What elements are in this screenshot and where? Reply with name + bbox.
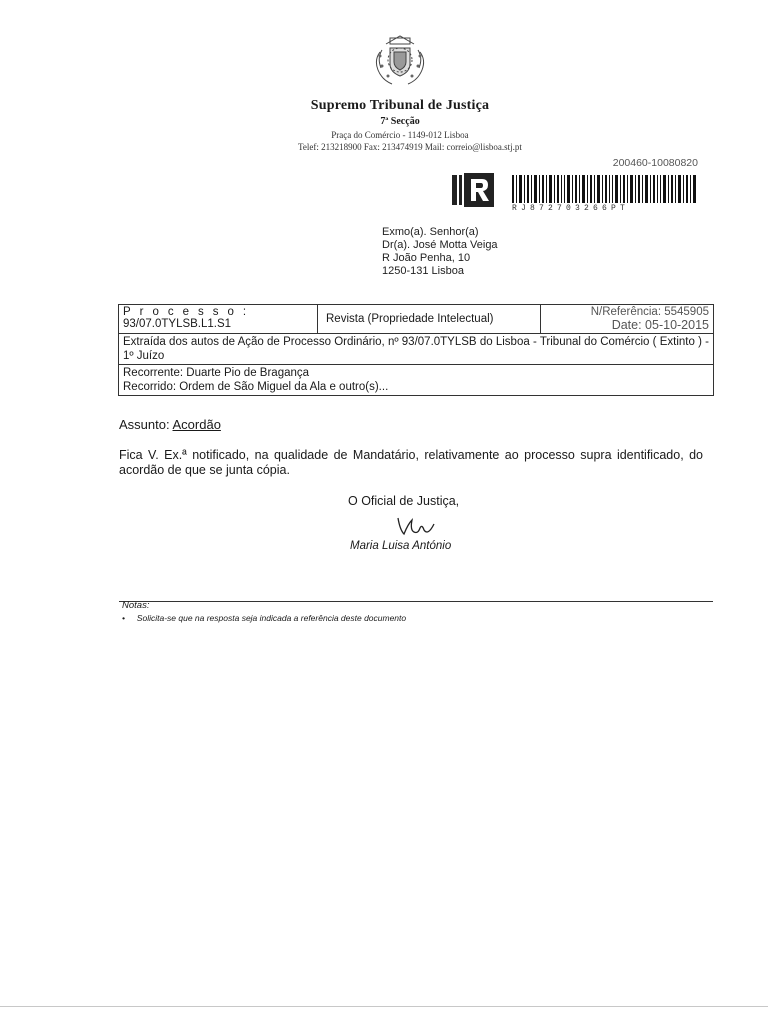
extraida-cell	[119, 334, 714, 365]
page-edge-line	[0, 1006, 768, 1007]
court-address: Praça do Comércio - 1149-012 Lisboa	[331, 130, 469, 140]
barcode-number: RJ872703266PT	[512, 204, 630, 213]
referencia: N/Referência: 5545905	[590, 306, 709, 318]
recorrido: Recorrido: Ordem de São Miguel da Ala e outro(s)...	[123, 381, 389, 393]
processo-number: 93/07.0TYLSB.L1.S1	[123, 318, 232, 330]
recipient-salutation: Exmo(a). Senhor(a)	[382, 226, 479, 238]
processo-tipo: Revista (Propriedade Intelectual)	[326, 313, 494, 325]
assunto-label: Assunto:	[119, 417, 170, 432]
barcode	[512, 175, 698, 203]
process-info-table	[118, 304, 714, 396]
notes-divider	[119, 601, 713, 602]
court-contact: Telef: 213218900 Fax: 213474919 Mail: correio@lisboa.stj.pt	[298, 142, 522, 152]
registered-mail-icon	[452, 173, 494, 207]
tipo-cell	[318, 305, 541, 334]
notes-label: Notas:	[122, 600, 150, 611]
data: Date: 05-10-2015	[611, 318, 709, 332]
note-bullet: •	[122, 613, 137, 623]
document-id: 200460-10080820	[612, 157, 698, 169]
recipient-street: R João Penha, 10	[382, 252, 471, 264]
extraida-text: Extraída dos autos de Ação de Processo Ordinário, nº 93/07.0TYLSB do Lisboa - Tribunal do Comércio ( Extinto ) - 1º Juízo	[123, 336, 709, 362]
handwritten-signature	[394, 512, 438, 538]
processo-cell	[119, 305, 318, 334]
recipient-name: Dr(a). José Motta Veiga	[382, 239, 498, 251]
recorrente: Recorrente: Duarte Pio de Bragança	[123, 367, 310, 379]
partes-cell	[119, 365, 714, 396]
referencia-cell	[541, 305, 714, 334]
note-text: Solicita-se que na resposta seja indicada a referência deste documento	[136, 613, 407, 623]
assunto-value: Acordão	[172, 417, 221, 432]
court-name: Supremo Tribunal de Justiça	[310, 98, 490, 113]
court-section: 7ª Secção	[380, 116, 420, 127]
recipient-postal: 1250-131 Lisboa	[382, 265, 464, 277]
note-item	[122, 613, 406, 623]
signoff: O Oficial de Justiça,	[348, 494, 460, 508]
processo-label: Processo:	[123, 306, 256, 318]
assunto	[119, 417, 221, 432]
notification-body: Fica V. Ex.ª notificado, na qualidade de Mandatário, relativamente ao processo supra identificado, do acordão de que se junta cópia.	[119, 448, 703, 477]
signer-name: Maria Luisa António	[350, 540, 452, 552]
coat-of-arms-emblem	[372, 30, 428, 88]
recipient-address	[382, 226, 498, 278]
